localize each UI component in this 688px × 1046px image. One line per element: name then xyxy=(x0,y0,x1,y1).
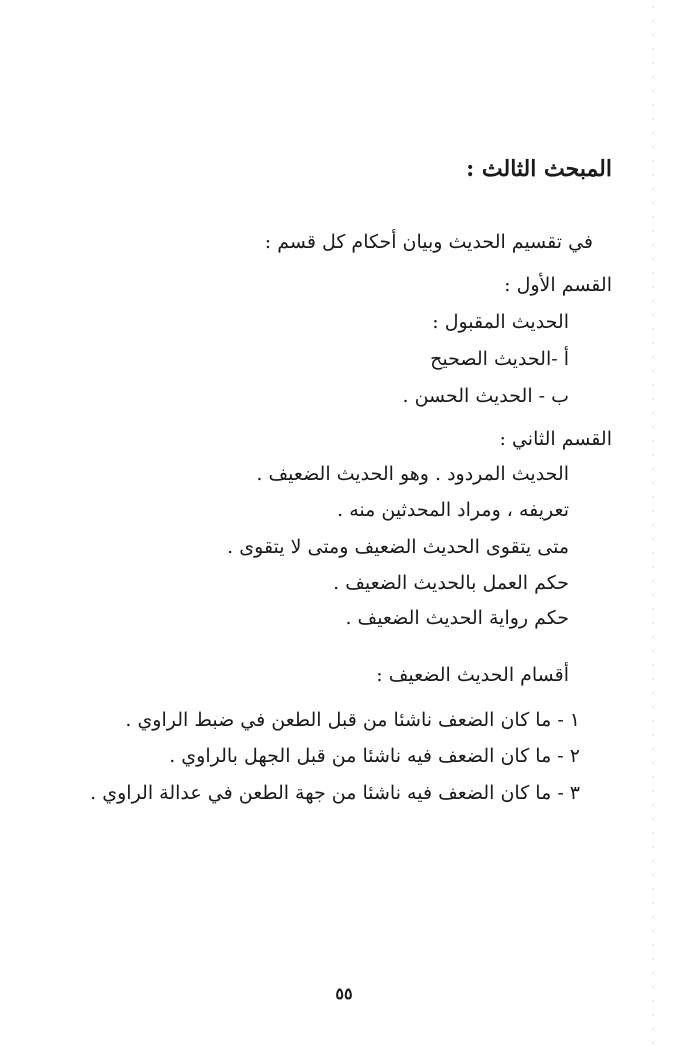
section-one-item: ب - الحديث الحسن . xyxy=(402,385,569,407)
section-two-title: القسم الثاني : xyxy=(499,428,612,450)
weak-types-item: ١ - ما كان الضعف ناشئا من قبل الطعن في ضبط الراوي . xyxy=(125,709,580,731)
section-two-item: تعريفه ، ومراد المحدثين منه . xyxy=(337,499,569,521)
weak-types-item: ٢ - ما كان الضعف فيه ناشئا من قبل الجهل بالراوي . xyxy=(169,745,580,767)
page-number: ٥٥ xyxy=(335,984,353,1003)
section-two-item: متى يتقوى الحديث الضعيف ومتى لا يتقوى . xyxy=(227,536,569,558)
section-two-item: حكم العمل بالحديث الضعيف . xyxy=(333,572,569,594)
weak-types-item: ٣ - ما كان الضعف فيه ناشئا من جهة الطعن في عدالة الراوي . xyxy=(90,782,580,804)
section-one-item: أ -الحديث الصحيح xyxy=(430,348,569,370)
weak-types-title: أقسام الحديث الضعيف : xyxy=(376,664,569,686)
intro-line: في تقسيم الحديث وبيان أحكام كل قسم : xyxy=(264,231,593,253)
chapter-heading: المبحث الثالث : xyxy=(466,156,612,182)
section-two-item: حكم رواية الحديث الضعيف . xyxy=(345,607,569,629)
scan-edge-specks xyxy=(652,0,654,1046)
section-one-item: الحديث المقبول : xyxy=(432,311,569,333)
section-two-item: الحديث المردود . وهو الحديث الضعيف . xyxy=(256,463,569,485)
section-one-title: القسم الأول : xyxy=(504,274,612,296)
